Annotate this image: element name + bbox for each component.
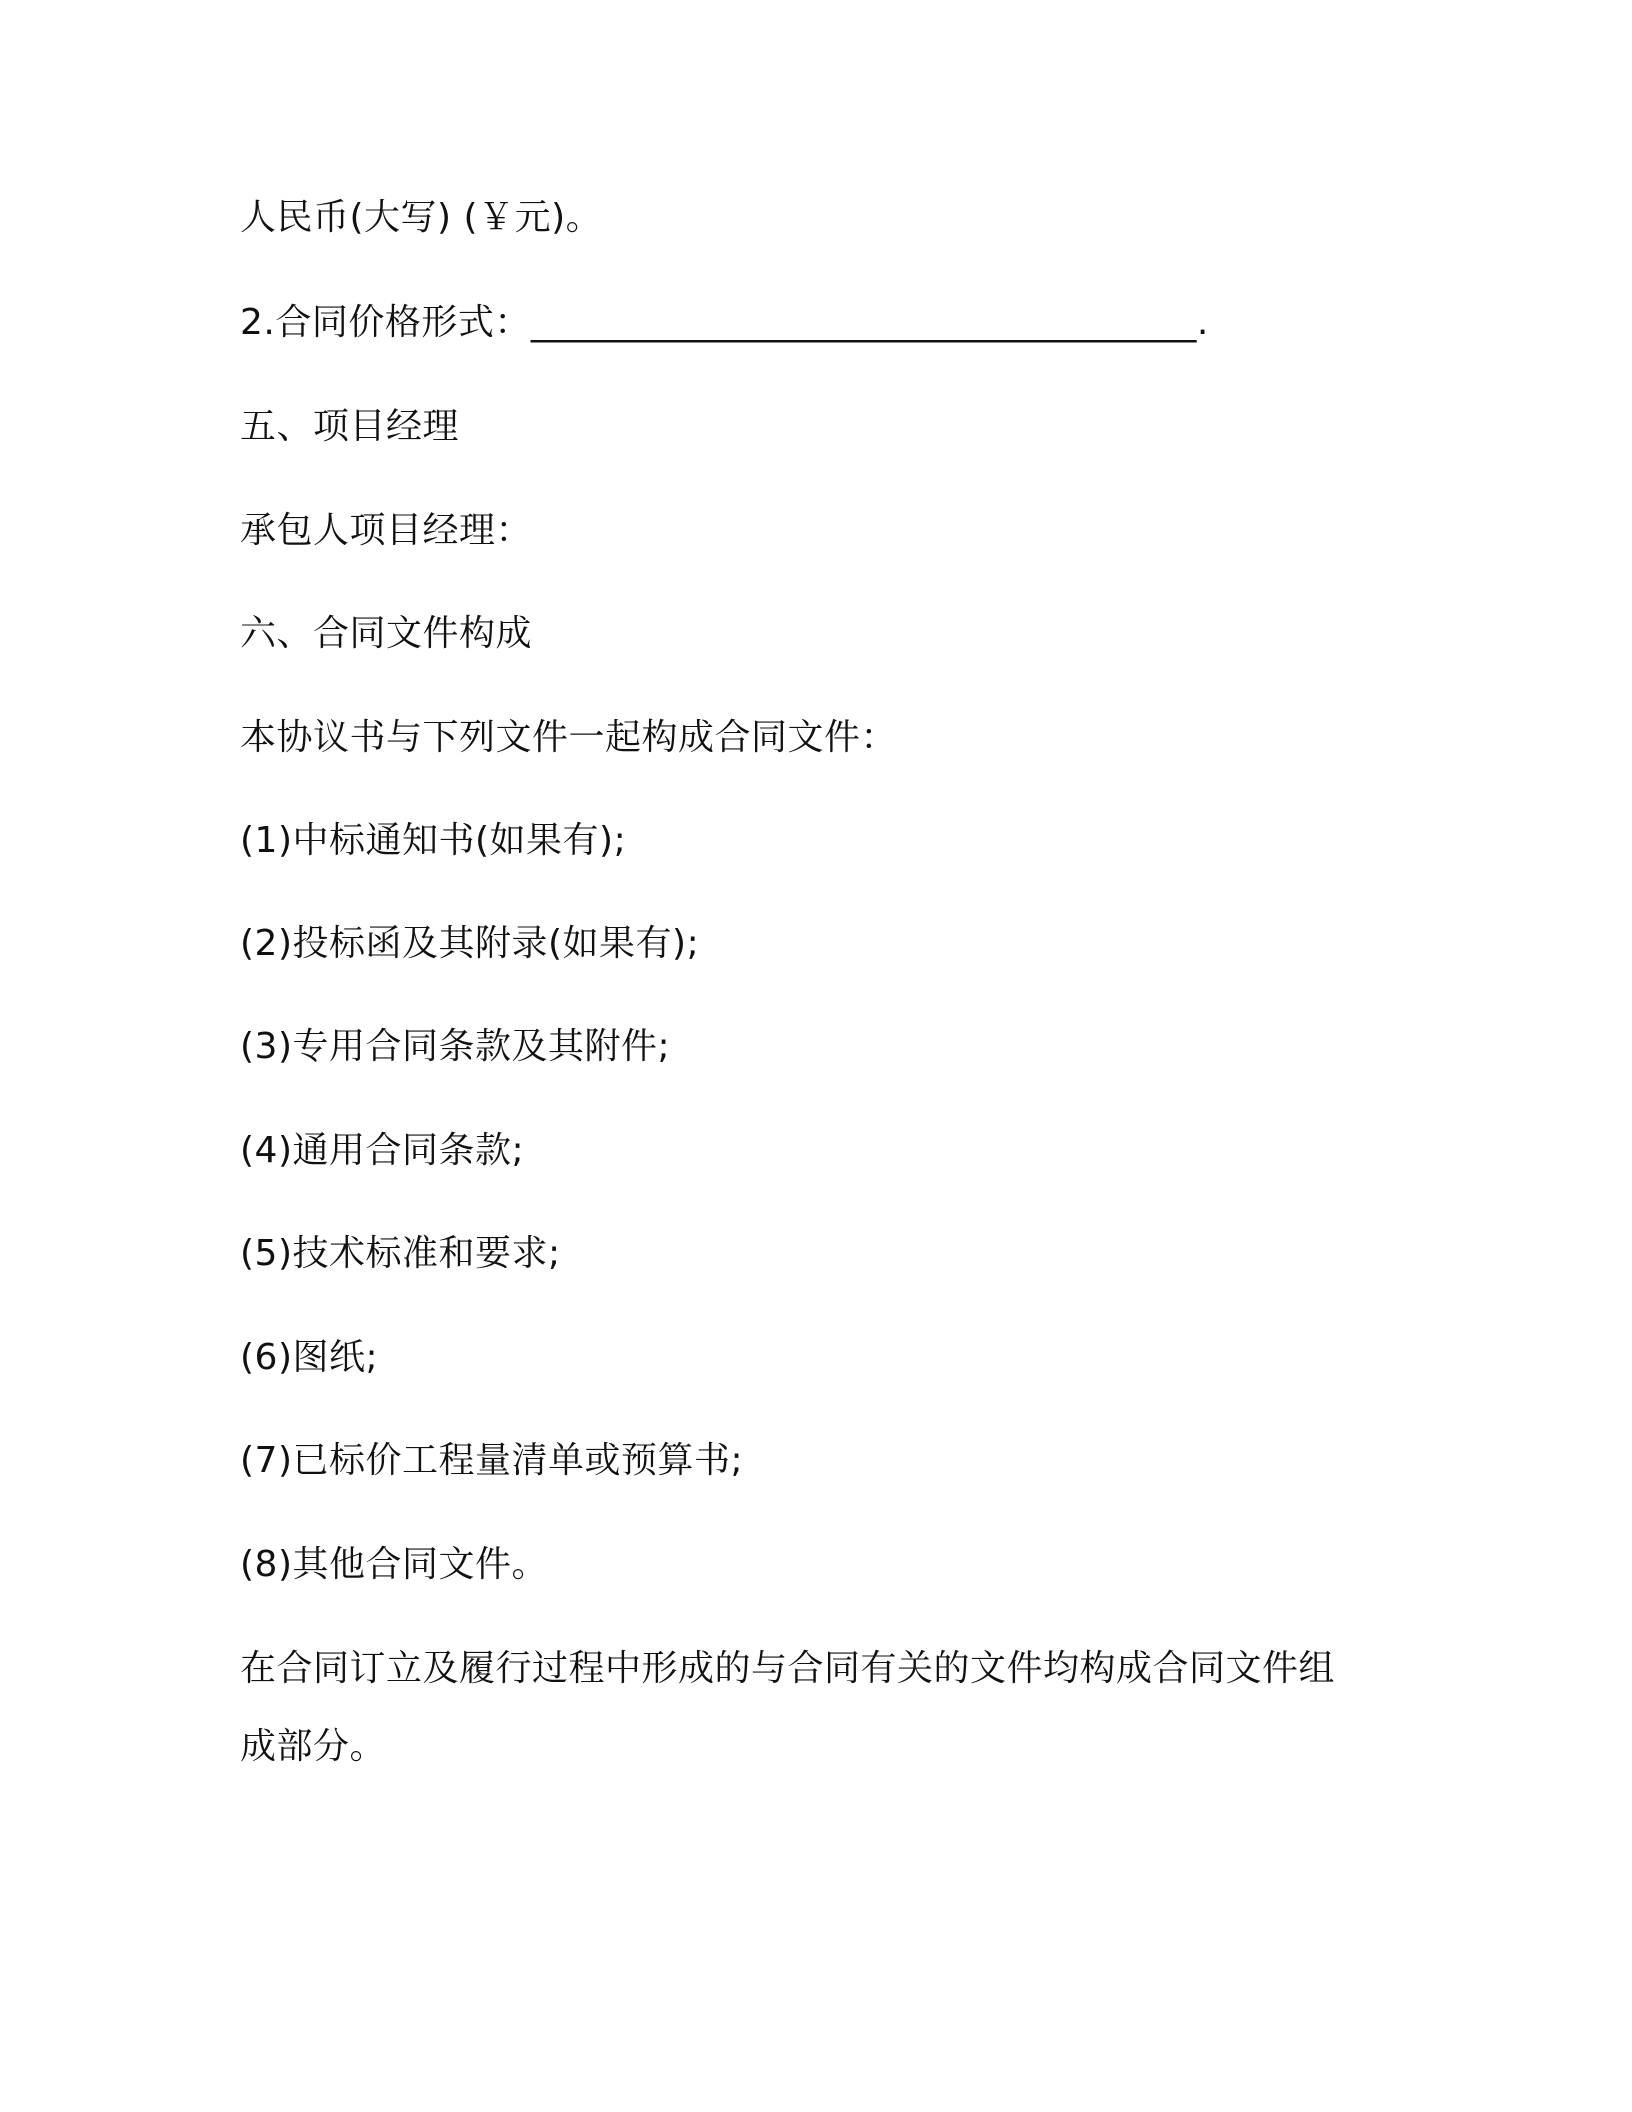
closing-paragraph: 在合同订立及履行过程中形成的与合同有关的文件均构成合同文件组成部分。	[240, 1648, 1336, 1767]
list-item: (2)投标函及其附录(如果有);	[240, 923, 700, 964]
contractor-project-manager-line: 承包人项目经理：	[240, 510, 533, 551]
price-amount-line: 人民币(大写) (￥元)。	[240, 197, 603, 238]
section-heading-contract-documents: 六、合同文件构成	[240, 613, 533, 654]
list-item: (1)中标通知书(如果有);	[240, 820, 627, 861]
price-form-line: 2.合同价格形式：____________________________________.	[240, 302, 1209, 343]
list-item: (8)其他合同文件。	[240, 1544, 548, 1585]
list-item: (6)图纸;	[240, 1337, 379, 1378]
list-item: (4)通用合同条款;	[240, 1130, 525, 1171]
list-item: (7)已标价工程量清单或预算书;	[240, 1440, 744, 1481]
list-item: (3)专用合同条款及其附件;	[240, 1026, 671, 1067]
contract-documents-intro: 本协议书与下列文件一起构成合同文件：	[240, 717, 898, 758]
section-heading-project-manager: 五、项目经理	[240, 406, 460, 447]
list-item: (5)技术标准和要求;	[240, 1233, 561, 1274]
